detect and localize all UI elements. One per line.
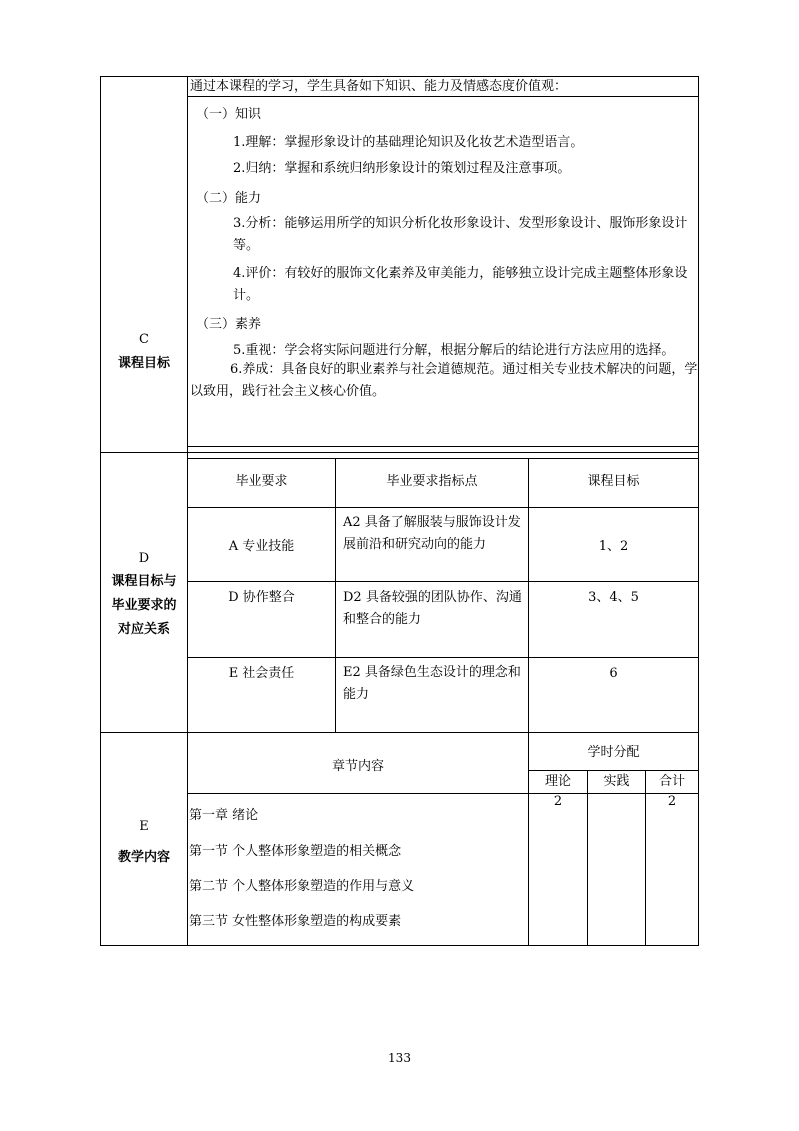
goal-group-heading: （三）素养	[196, 317, 262, 332]
table-cell-req: E 社会责任	[228, 666, 295, 681]
section-c-letter: C	[139, 332, 149, 347]
table-cell-req: A 专业技能	[228, 539, 295, 554]
chapter-line: 第二节 个人整体形象塑造的作用与意义	[189, 879, 415, 894]
goal-item: 3.分析：能够运用所学的知识分析化妆形象设计、发型形象设计、服饰形象设计等。	[233, 216, 688, 253]
section-d-letter: D	[138, 551, 150, 566]
goal-group-heading: （二）能力	[196, 191, 262, 206]
hours-sub-header: 合计	[658, 774, 685, 789]
table-cell-goal: 1、2	[598, 539, 629, 554]
goal-item: 1.理解：掌握形象设计的基础理论知识及化妆艺术造型语言。	[233, 135, 584, 150]
content-header: 章节内容	[331, 759, 384, 774]
chapter-line: 第三节 女性整体形象塑造的构成要素	[189, 914, 402, 929]
goal-item: 2.归纳：掌握和系统归纳形象设计的策划过程及注意事项。	[233, 161, 571, 176]
table-cell-goal: 3、4、5	[588, 590, 639, 605]
goal-item: 5.重视：学会将实际问题进行分解，根据分解后的结论进行方法应用的选择。	[233, 343, 675, 358]
section-d-title-line: 课程目标与	[111, 574, 177, 589]
page-number: 133	[388, 1051, 411, 1065]
section-e-letter: E	[139, 819, 149, 834]
hours-total: 2	[667, 794, 677, 809]
section-d-title-line: 毕业要求的	[111, 598, 177, 613]
table-cell-goal: 6	[609, 666, 618, 681]
hours-sub-header: 理论	[544, 774, 571, 789]
chapter-line: 第一章 绪论	[189, 808, 259, 823]
goal-group-heading: （一）知识	[196, 107, 262, 122]
section-e-title: 教学内容	[117, 850, 170, 865]
course-goal-intro: 通过本课程的学习，学生具备如下知识、能力及情感态度价值观：	[190, 79, 568, 94]
hours-theory: 2	[553, 794, 563, 809]
table-cell-point: D2 具备较强的团队协作、沟通和整合的能力	[343, 590, 522, 627]
table-cell-point: A2 具备了解服装与服饰设计发展前沿和研究动向的能力	[343, 515, 521, 552]
section-d-title-line: 对应关系	[117, 622, 170, 637]
table-cell-point: E2 具备绿色生态设计的理念和能力	[343, 665, 521, 702]
table-header: 毕业要求指标点	[386, 474, 478, 489]
chapter-line: 第一节 个人整体形象塑造的相关概念	[189, 844, 402, 859]
goal-item: 4.评价：有较好的服饰文化素养及审美能力，能够独立设计完成主题整体形象设计。	[233, 266, 688, 303]
table-header: 毕业要求	[235, 474, 288, 489]
table-cell-req: D 协作整合	[228, 590, 295, 605]
goal-item: 6.养成：具备良好的职业素养与社会道德规范。通过相关专业技术解决的问题，学以致用，践行社会主义核心价值。	[190, 362, 698, 399]
section-c-title: 课程目标	[117, 356, 170, 371]
hours-header: 学时分配	[587, 745, 640, 760]
table-header: 课程目标	[587, 474, 640, 489]
hours-sub-header: 实践	[603, 774, 630, 789]
